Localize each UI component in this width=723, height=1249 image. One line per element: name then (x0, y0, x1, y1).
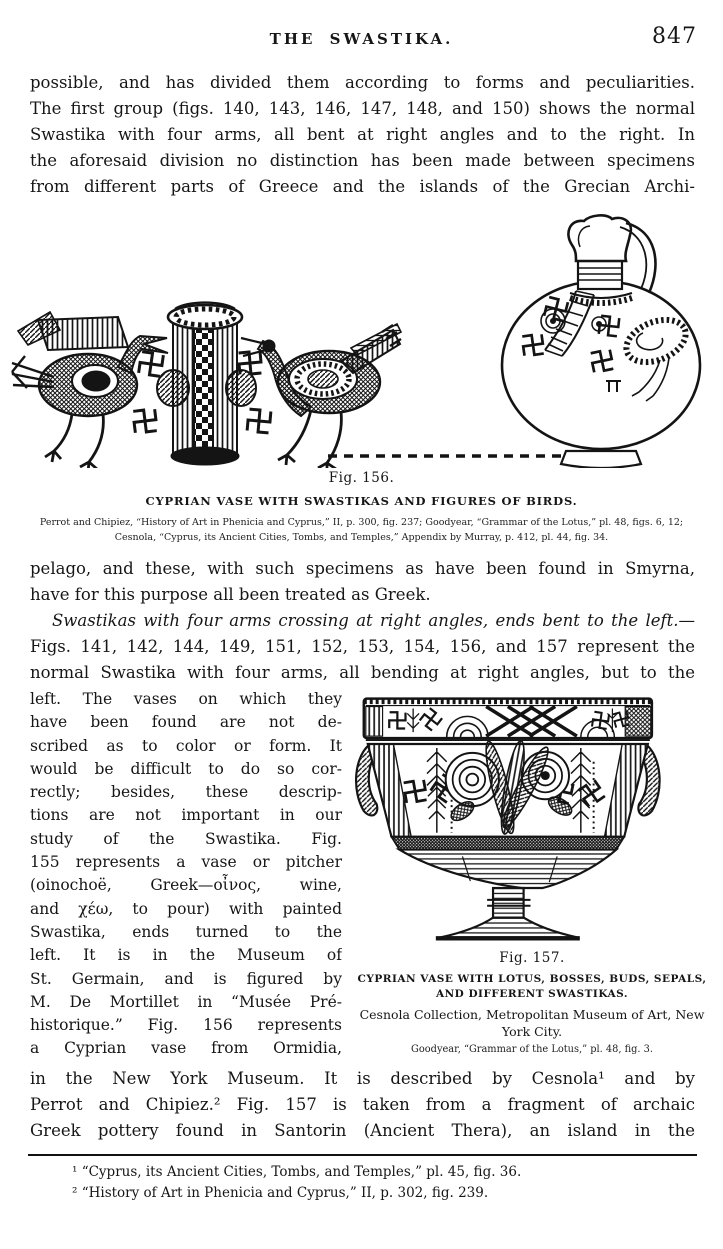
body-paragraph-3: Figs. 141, 142, 144, 149, 151, 152, 153, 154, 156, and 157 represent the normal Swastika with four arms, all bending at right angles, but to the (30, 637, 695, 682)
left-text-column: left. The vases on which they have been found are not de- scribed as to color or form. It would be difficult to do so cor- rectly; besides, these descrip- tions are not important in our study of the Swastika. Fig. 155 represents a vase or pitcher (oinochoë, Greek—οἶνος, wine, and χέω, to pour) with painted Swastika, ends turned to the left. It is in the Museum of St. Germain, and is figured by M. De Mortillet in “Musée Pré- historique.” Fig. 156 represents a Cyprian vase from Ormidia, (30, 690, 342, 1058)
footnote-rule (28, 1154, 697, 1156)
fig156-label: Fig. 156. (328, 470, 395, 486)
rim-band (364, 699, 652, 744)
bowl-lower (391, 837, 624, 939)
closing-paragraph: in the New York Museum. It is described by Cesnola¹ and by Perrot and Chipiez.² Fig. 157 is taken from a fragment of archaic Greek pottery found in Santorin (Ancient Thera), an island in the (30, 1069, 695, 1140)
jug-drawing (502, 215, 700, 468)
fig157-caption-title: CYPRIAN VASE WITH LOTUS, BOSSES, BUDS, SEPALS, AND DIFFERENT SWASTIKAS. (357, 973, 707, 1000)
fig156-caption-title: CYPRIAN VASE WITH SWASTIKAS AND FIGURES OF BIRDS. (145, 494, 578, 508)
footnotes: ¹ “Cyprus, its Ancient Cities, Tombs, and Temples,” pl. 45, fig. 36. ² “History of Art in Phenicia and Cyprus,” II, p. 302, fig. 239. (72, 1164, 522, 1201)
fig157-citation: Goodyear, “Grammar of the Lotus,” pl. 48, fig. 3. (411, 1044, 653, 1055)
fig157-label: Fig. 157. (499, 950, 565, 966)
body-paragraph-3-italic-lead: Swastikas with four arms crossing at right angles, ends bent to the left.— (52, 611, 695, 630)
fig156-illustration (10, 213, 713, 468)
running-title: THE SWASTIKA. (269, 30, 454, 48)
column-drawing (157, 303, 256, 465)
fig156-citation-line2: Cesnola, “Cyprus, its Ancient Cities, Tombs, and Temples,” Appendix by Murray, p. 412, pl. 44, fig. 34. (114, 532, 609, 543)
main-band (368, 739, 648, 836)
body-paragraph-1: possible, and has divided them according to forms and peculiarities. The first group (figs. 140, 143, 146, 147, 148, and 150) shows the normal Swastika with four arms, all bent at right angles and to the right. In the aforesaid division no distinction has been made between specimens from different parts of Greece and the islands of the Grecian Archi- (30, 73, 695, 196)
body-paragraph-2: pelago, and these, with such specimens as have been found in Smyrna, have for this purpose all been treated as Greek. (30, 559, 695, 604)
bird-left-drawing (12, 312, 168, 468)
fig157-illustration (352, 688, 712, 946)
fig156-citation-line1: Perrot and Chipiez, “History of Art in Phenicia and Cyprus,” II, p. 300, fig. 237; Goodyear, “Grammar of the Lotus,” pl. 48, figs. 6, 12; (39, 517, 684, 528)
bird-right-drawing (241, 324, 401, 468)
page-number: 847 (652, 24, 697, 49)
fig157-collection-line: Cesnola Collection, Metropolitan Museum of Art, New York City. (359, 1007, 705, 1039)
